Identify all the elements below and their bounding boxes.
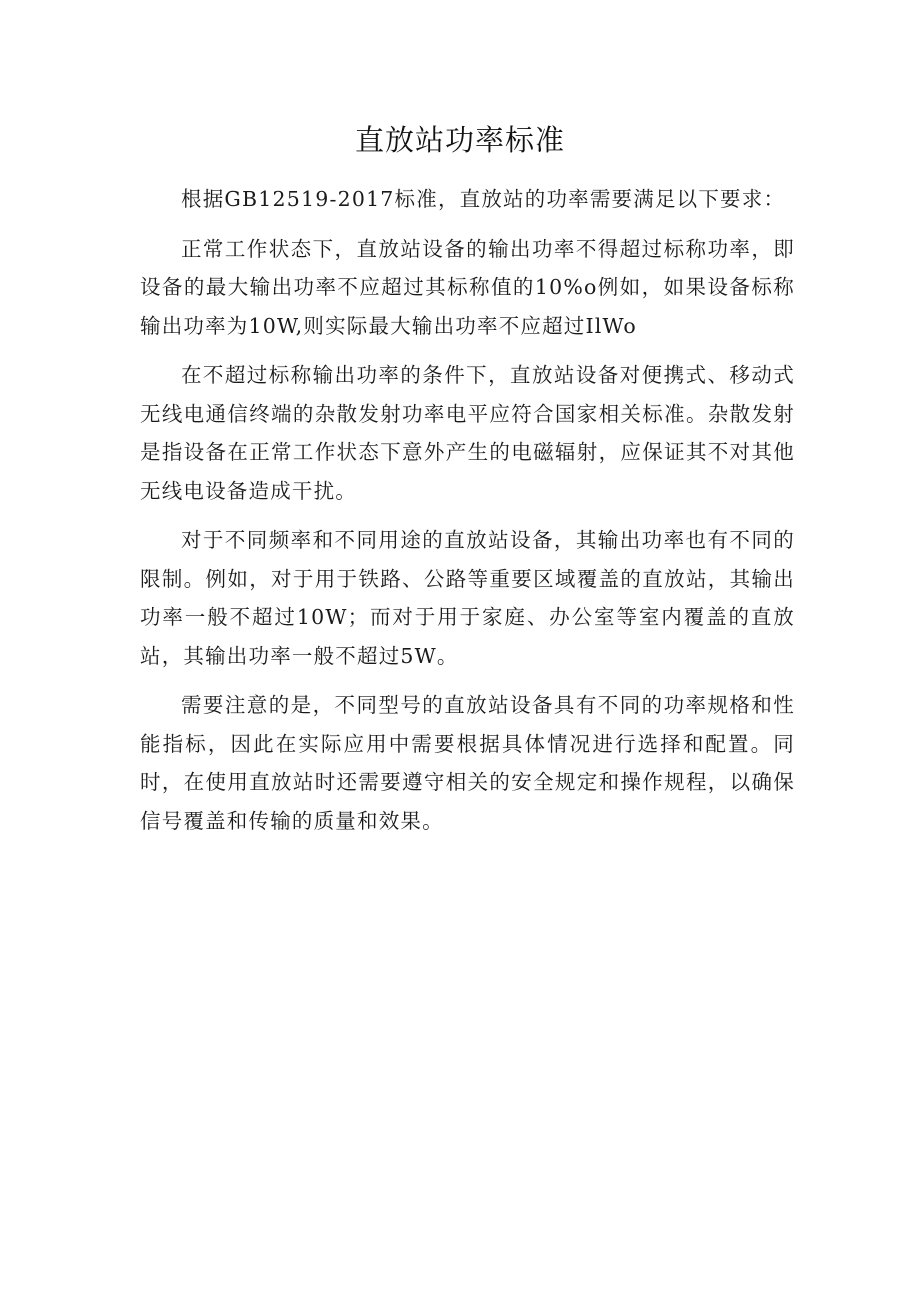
paragraph-spurious-emission: 在不超过标称输出功率的条件下，直放站设备对便携式、移动式无线电通信终端的杂散发射功率电平应符合国家相关标准。杂散发射是指设备在正常工作状态下意外产生的电磁辐射，应保证其不对其他无线电设备造成干扰。: [140, 363, 795, 503]
paragraph-notes: 需要注意的是，不同型号的直放站设备具有不同的功率规格和性能指标，因此在实际应用中需要根据具体情况进行选择和配置。同时，在使用直放站时还需要遵守相关的安全规定和操作规程，以确保信号覆盖和传输的质量和效果。: [140, 693, 795, 833]
paragraph-standard-intro: 根据GB12519-2017标准，直放站的功率需要满足以下要求：: [181, 187, 786, 211]
document-body: [140, 180, 795, 851]
paragraph-frequency-limits: 对于不同频率和不同用途的直放站设备，其输出功率也有不同的限制。例如，对于用于铁路、公路等重要区域覆盖的直放站，其输出功率一般不超过10W；而对于用于家庭、办公室等室内覆盖的直放站，其输出功率一般不超过5W。: [140, 528, 795, 668]
document-title: 直放站功率标准: [354, 123, 565, 157]
paragraph-output-power: 正常工作状态下，直放站设备的输出功率不得超过标称功率，即设备的最大输出功率不应超过其标称值的10%o例如，如果设备标称输出功率为10W,则实际最大输出功率不应超过IlWo: [140, 236, 795, 338]
